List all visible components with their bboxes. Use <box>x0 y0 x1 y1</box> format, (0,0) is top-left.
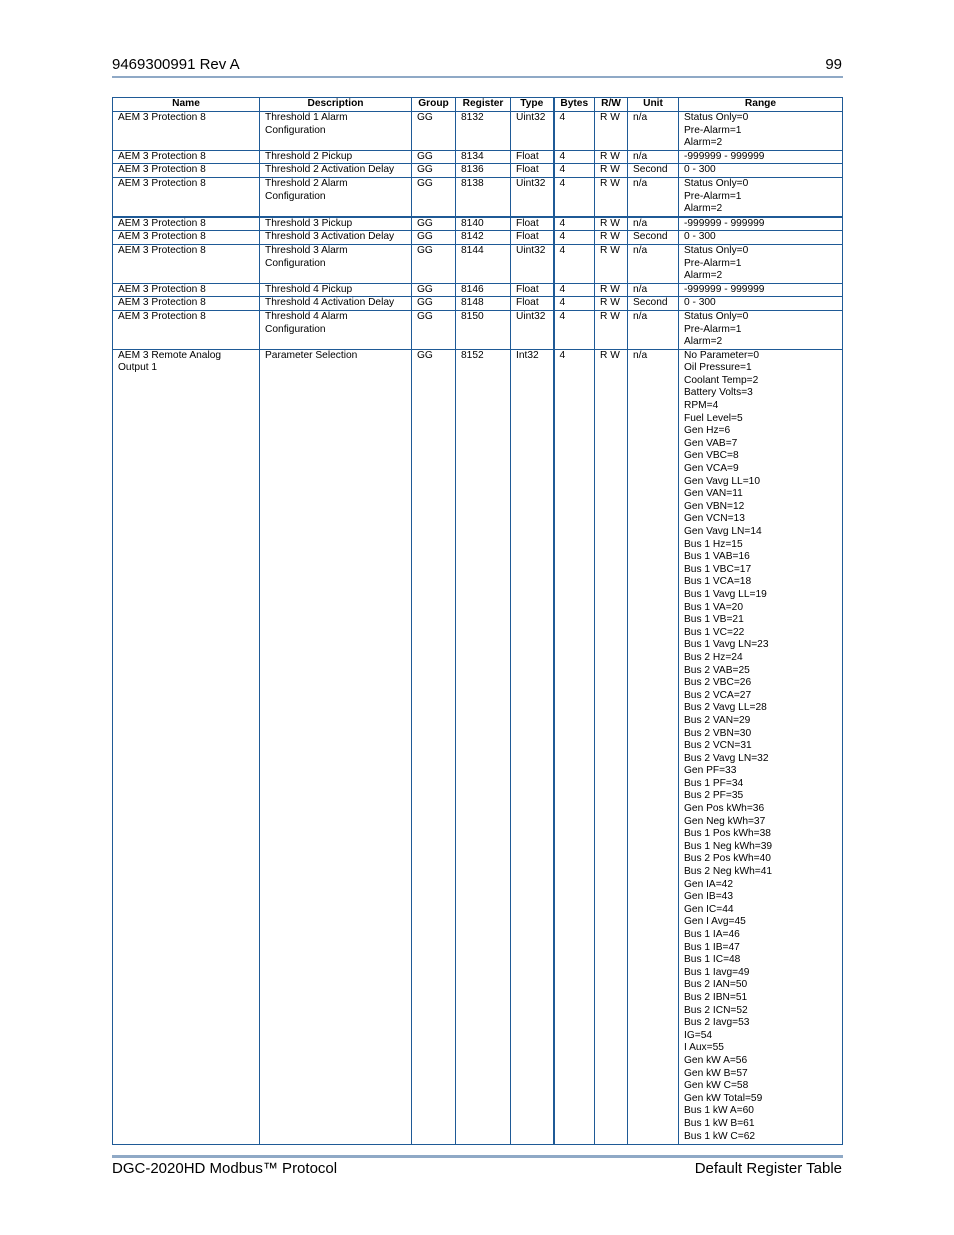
cell-bytes: 4 <box>554 297 595 311</box>
column-header-name: Name <box>113 98 260 112</box>
table-row <box>113 112 843 151</box>
cell-register: 8148 <box>456 297 511 311</box>
cell-register: 8132 <box>456 112 511 151</box>
table-row <box>113 177 843 216</box>
cell-bytes: 4 <box>554 164 595 178</box>
cell-name: AEM 3 Remote Analog Output 1 <box>113 349 260 1144</box>
cell-register: 8142 <box>456 231 511 245</box>
cell-type: Uint32 <box>511 177 554 216</box>
cell-group: GG <box>412 164 456 178</box>
column-header-group: Group <box>412 98 456 112</box>
footer-section: Default Register Table <box>694 1160 842 1177</box>
table-row <box>113 164 843 178</box>
cell-type: Float <box>511 231 554 245</box>
cell-bytes: 4 <box>554 112 595 151</box>
table-row <box>113 349 843 1144</box>
cell-unit: n/a <box>628 217 679 231</box>
cell-rw: R W <box>595 349 628 1144</box>
cell-bytes: 4 <box>554 177 595 216</box>
cell-rw: R W <box>595 310 628 349</box>
cell-group: GG <box>412 177 456 216</box>
cell-register: 8150 <box>456 310 511 349</box>
cell-rw: R W <box>595 297 628 311</box>
cell-bytes: 4 <box>554 310 595 349</box>
cell-group: GG <box>412 244 456 283</box>
cell-description: Threshold 3 Activation Delay <box>260 231 412 245</box>
cell-unit: Second <box>628 297 679 311</box>
cell-description: Parameter Selection <box>260 349 412 1144</box>
document-number: 9469300991 Rev A <box>112 56 240 73</box>
cell-description: Threshold 3 Pickup <box>260 217 412 231</box>
cell-rw: R W <box>595 177 628 216</box>
cell-register: 8144 <box>456 244 511 283</box>
cell-range: 0 - 300 <box>679 164 843 178</box>
cell-group: GG <box>412 310 456 349</box>
cell-description: Threshold 4 Alarm Configuration <box>260 310 412 349</box>
column-header-rw: R/W <box>595 98 628 112</box>
cell-unit: n/a <box>628 150 679 164</box>
cell-range: No Parameter=0 Oil Pressure=1 Coolant Temp=2 Battery Volts=3 RPM=4 Fuel Level=5 Gen Hz=6 Gen VAB=7 Gen VBC=8 Gen VCA=9 Gen Vavg LL=10 Gen VAN=11 Gen VBN=12 Gen VCN=13 Gen Vavg LN=14 Bus 1 Hz=15 Bus 1 VAB=16 Bus 1 VBC=17 Bus 1 VCA=18 Bus 1 Vavg LL=19 Bus 1 VA=20 Bus 1 VB=21 Bus 1 VC=22 Bus 1 Vavg LN=23 Bus 2 Hz=24 Bus 2 VAB=25 Bus 2 VBC=26 Bus 2 VCA=27 Bus 2 Vavg LL=28 Bus 2 VAN=29 Bus 2 VBN=30 Bus 2 VCN=31 Bus 2 Vavg LN=32 Gen PF=33 Bus 1 PF=34 Bus 2 PF=35 Gen Pos kWh=36 Gen Neg kWh=37 Bus 1 Pos kWh=38 Bus 1 Neg kWh=39 Bus 2 Pos kWh=40 Bus 2 Neg kWh=41 Gen IA=42 Gen IB=43 Gen IC=44 Gen I Avg=45 Bus 1 IA=46 Bus 1 IB=47 Bus 1 IC=48 Bus 1 Iavg=49 Bus 2 IAN=50 Bus 2 IBN=51 Bus 2 ICN=52 Bus 2 Iavg=53 IG=54 I Aux=55 Gen kW A=56 Gen kW B=57 Gen kW C=58 Gen kW Total=59 Bus 1 kW A=60 Bus 1 kW B=61 Bus 1 kW C=62 <box>679 349 843 1144</box>
page-header <box>112 56 842 76</box>
cell-range: Status Only=0 Pre-Alarm=1 Alarm=2 <box>679 112 843 151</box>
cell-type: Float <box>511 283 554 297</box>
cell-type: Float <box>511 150 554 164</box>
cell-register: 8140 <box>456 217 511 231</box>
cell-bytes: 4 <box>554 150 595 164</box>
cell-description: Threshold 2 Pickup <box>260 150 412 164</box>
table-header-row <box>113 98 843 112</box>
cell-bytes: 4 <box>554 231 595 245</box>
cell-group: GG <box>412 150 456 164</box>
cell-register: 8134 <box>456 150 511 164</box>
cell-unit: n/a <box>628 177 679 216</box>
page-number: 99 <box>825 56 842 73</box>
cell-type: Uint32 <box>511 112 554 151</box>
cell-description: Threshold 2 Activation Delay <box>260 164 412 178</box>
cell-range: -999999 - 999999 <box>679 283 843 297</box>
cell-name: AEM 3 Protection 8 <box>113 231 260 245</box>
cell-type: Float <box>511 217 554 231</box>
column-header-unit: Unit <box>628 98 679 112</box>
cell-type: Uint32 <box>511 310 554 349</box>
cell-register: 8152 <box>456 349 511 1144</box>
cell-name: AEM 3 Protection 8 <box>113 217 260 231</box>
cell-range: -999999 - 999999 <box>679 217 843 231</box>
footer-title: DGC-2020HD Modbus™ Protocol <box>112 1160 338 1177</box>
cell-rw: R W <box>595 283 628 297</box>
cell-bytes: 4 <box>554 283 595 297</box>
cell-type: Uint32 <box>511 244 554 283</box>
cell-rw: R W <box>595 150 628 164</box>
cell-group: GG <box>412 349 456 1144</box>
cell-rw: R W <box>595 164 628 178</box>
table-row <box>113 150 843 164</box>
table-row <box>113 217 843 231</box>
cell-group: GG <box>412 112 456 151</box>
table-row <box>113 283 843 297</box>
cell-description: Threshold 3 Alarm Configuration <box>260 244 412 283</box>
column-header-register: Register <box>456 98 511 112</box>
cell-unit: Second <box>628 164 679 178</box>
cell-register: 8146 <box>456 283 511 297</box>
cell-range: -999999 - 999999 <box>679 150 843 164</box>
cell-name: AEM 3 Protection 8 <box>113 177 260 216</box>
cell-type: Float <box>511 297 554 311</box>
cell-unit: n/a <box>628 310 679 349</box>
cell-name: AEM 3 Protection 8 <box>113 150 260 164</box>
cell-bytes: 4 <box>554 244 595 283</box>
cell-name: AEM 3 Protection 8 <box>113 164 260 178</box>
table-row <box>113 231 843 245</box>
register-table <box>112 97 843 1145</box>
column-header-description: Description <box>260 98 412 112</box>
cell-bytes: 4 <box>554 349 595 1144</box>
cell-register: 8136 <box>456 164 511 178</box>
cell-name: AEM 3 Protection 8 <box>113 297 260 311</box>
cell-range: Status Only=0 Pre-Alarm=1 Alarm=2 <box>679 310 843 349</box>
cell-group: GG <box>412 283 456 297</box>
cell-unit: n/a <box>628 112 679 151</box>
cell-unit: Second <box>628 231 679 245</box>
cell-type: Int32 <box>511 349 554 1144</box>
page-footer <box>112 1160 842 1180</box>
cell-name: AEM 3 Protection 8 <box>113 244 260 283</box>
table-row <box>113 244 843 283</box>
cell-rw: R W <box>595 244 628 283</box>
column-header-type: Type <box>511 98 554 112</box>
cell-rw: R W <box>595 231 628 245</box>
cell-name: AEM 3 Protection 8 <box>113 112 260 151</box>
cell-range: Status Only=0 Pre-Alarm=1 Alarm=2 <box>679 244 843 283</box>
cell-range: 0 - 300 <box>679 231 843 245</box>
cell-description: Threshold 4 Activation Delay <box>260 297 412 311</box>
cell-group: GG <box>412 297 456 311</box>
cell-group: GG <box>412 217 456 231</box>
header-rule <box>112 76 843 78</box>
footer-rule <box>112 1155 843 1158</box>
cell-description: Threshold 1 Alarm Configuration <box>260 112 412 151</box>
cell-unit: n/a <box>628 349 679 1144</box>
cell-bytes: 4 <box>554 217 595 231</box>
cell-type: Float <box>511 164 554 178</box>
cell-group: GG <box>412 231 456 245</box>
table-row <box>113 297 843 311</box>
table-row <box>113 310 843 349</box>
cell-description: Threshold 4 Pickup <box>260 283 412 297</box>
column-header-range: Range <box>679 98 843 112</box>
cell-rw: R W <box>595 112 628 151</box>
cell-range: 0 - 300 <box>679 297 843 311</box>
cell-name: AEM 3 Protection 8 <box>113 310 260 349</box>
column-header-bytes: Bytes <box>554 98 595 112</box>
cell-register: 8138 <box>456 177 511 216</box>
cell-unit: n/a <box>628 244 679 283</box>
cell-name: AEM 3 Protection 8 <box>113 283 260 297</box>
cell-description: Threshold 2 Alarm Configuration <box>260 177 412 216</box>
cell-range: Status Only=0 Pre-Alarm=1 Alarm=2 <box>679 177 843 216</box>
cell-rw: R W <box>595 217 628 231</box>
cell-unit: n/a <box>628 283 679 297</box>
